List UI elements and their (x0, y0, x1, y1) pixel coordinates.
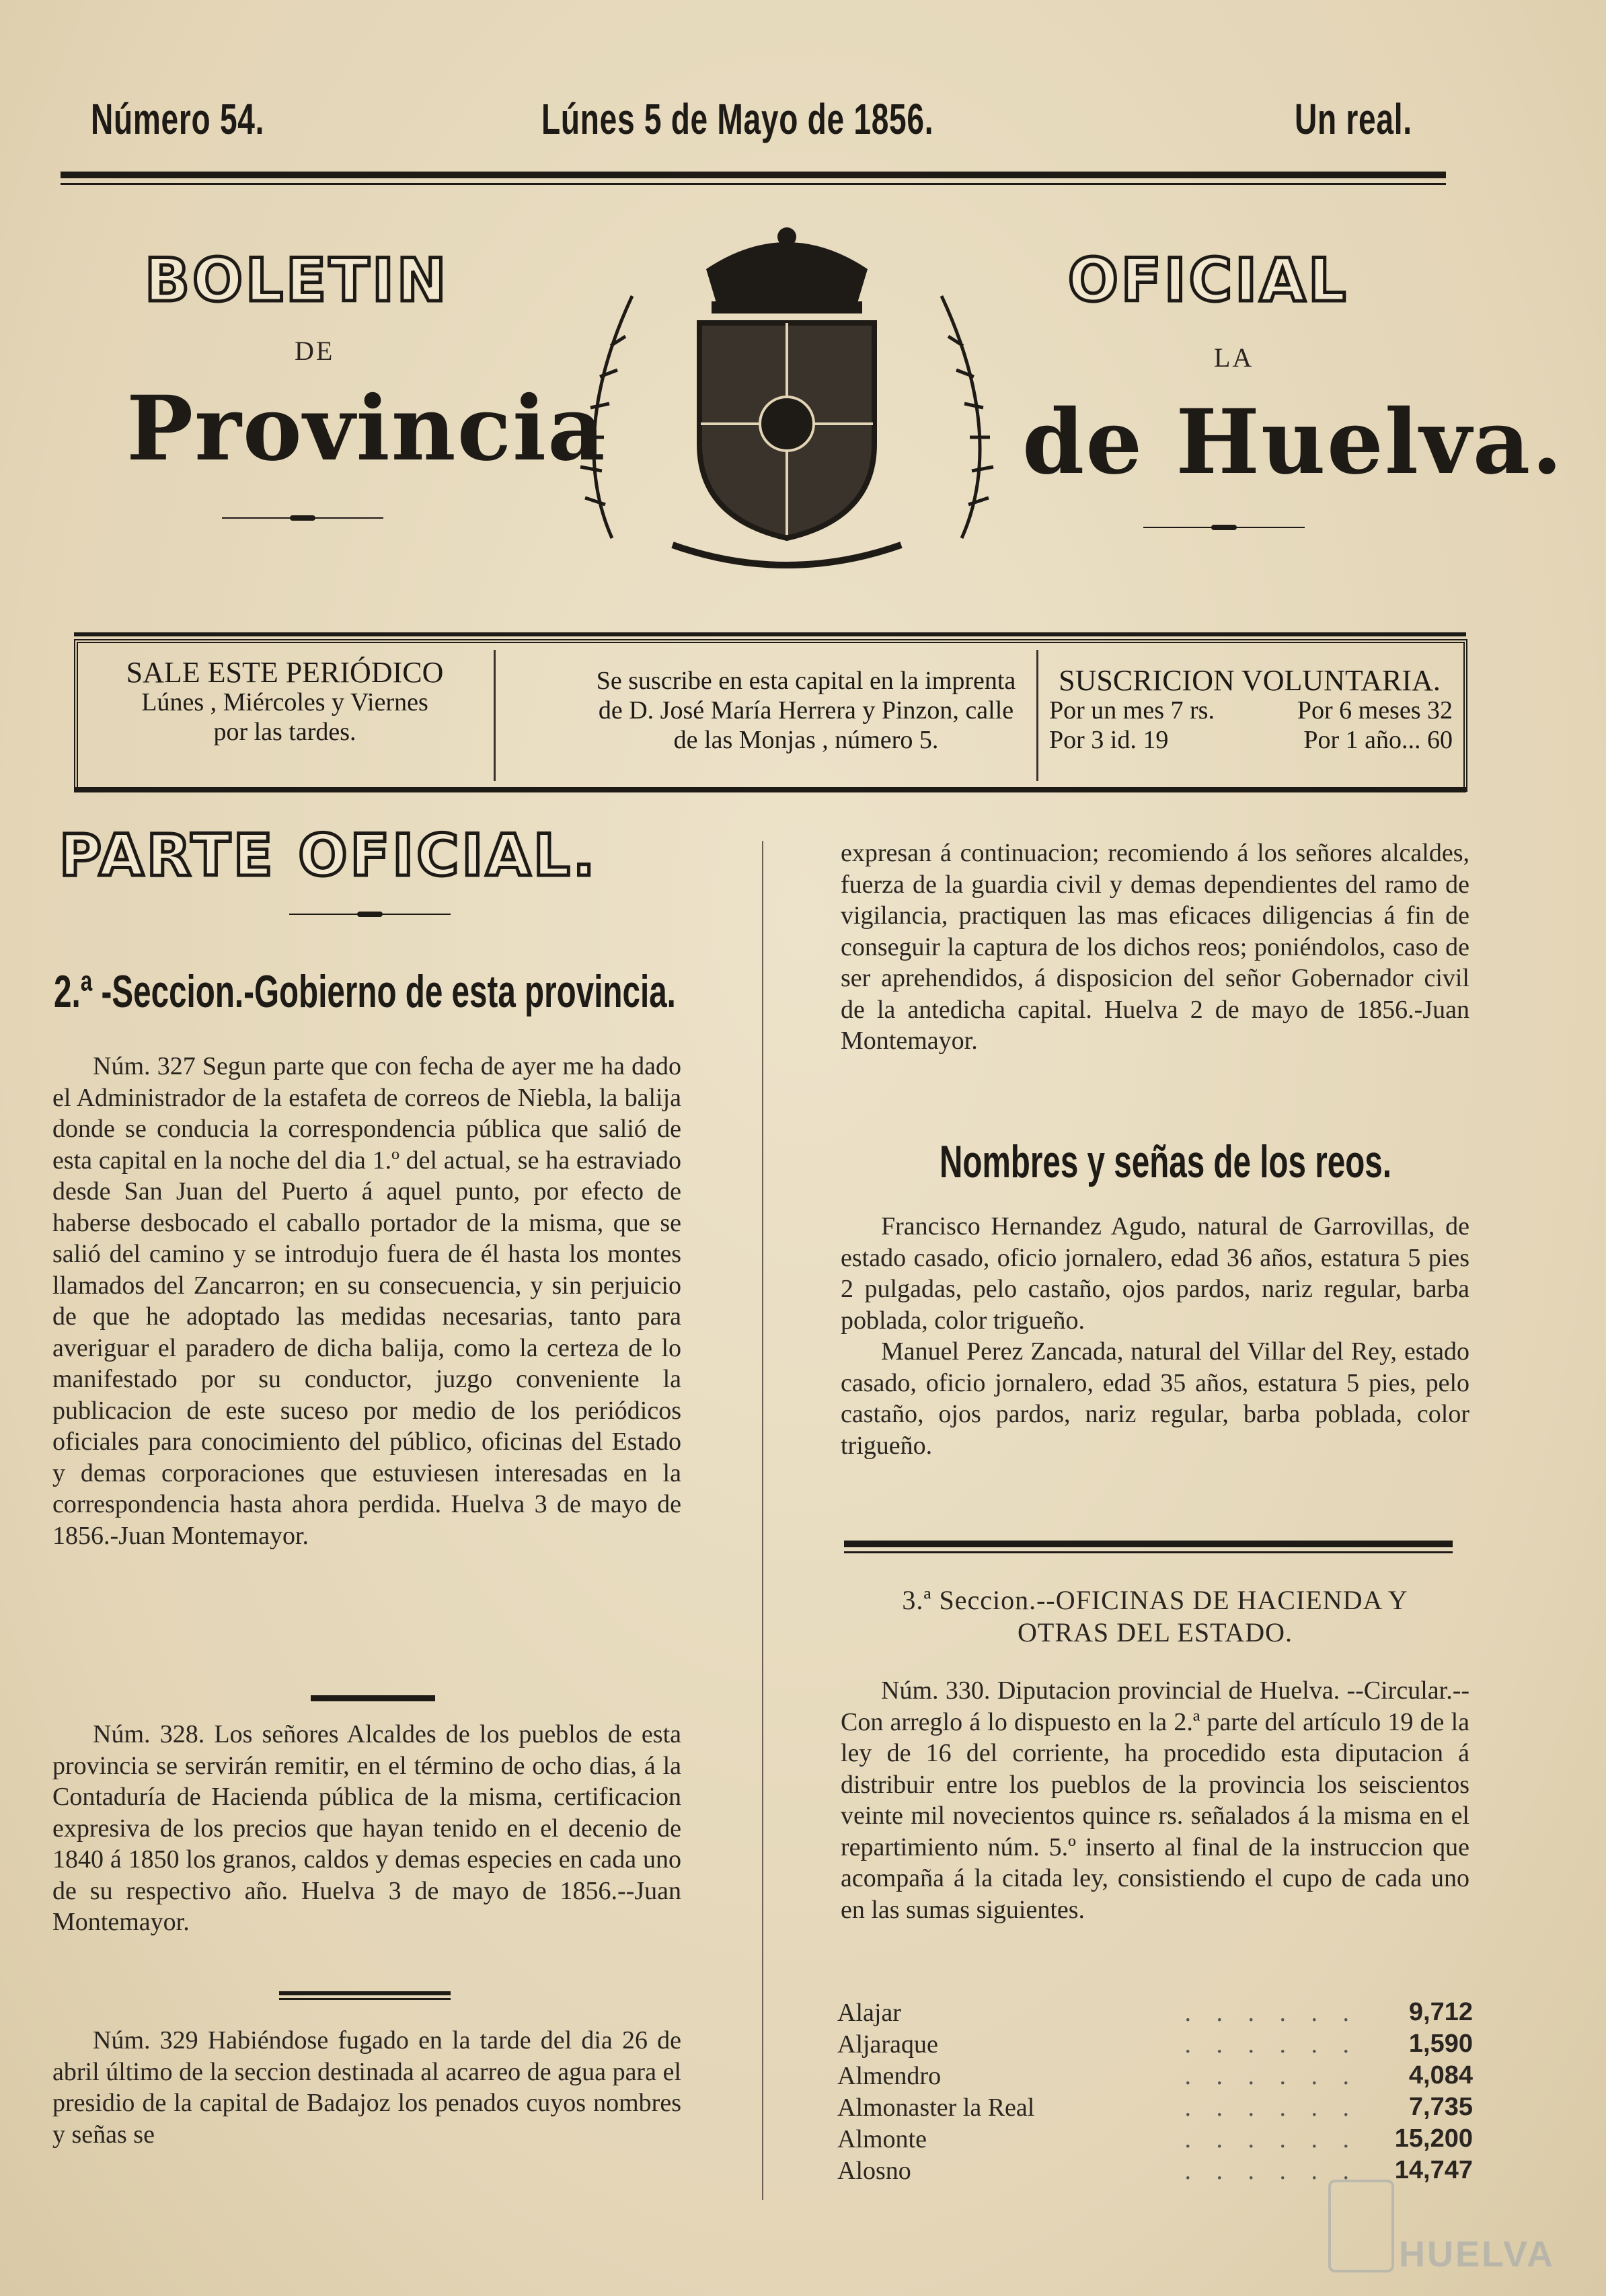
price-1-year: Por 1 año... 60 (1303, 726, 1453, 754)
article-327 (52, 1051, 681, 1551)
pueblo-cupo: 1,590 (1408, 2030, 1473, 2058)
section-3-rule-thin (844, 1551, 1453, 1553)
reos-heading: Nombres y señas de los reos. (940, 1136, 1391, 1187)
column-divider (762, 841, 763, 2200)
distribution-row (837, 1998, 1473, 2029)
leader-dots: . . . . . . (1184, 2157, 1359, 2185)
pueblo-cupo: 14,747 (1394, 2156, 1473, 2184)
watermark-emblem (1328, 2180, 1394, 2272)
title-de: DE (295, 336, 335, 366)
distribution-row (837, 2124, 1473, 2155)
price-6-months: Por 6 meses 32 (1297, 696, 1453, 725)
subscribe-line-2: de D. José María Herrera y Pinzon, calle (598, 696, 1014, 725)
seccion-3-line-1: 3.ª Seccion.--OFICINAS DE HACIENDA Y (902, 1585, 1408, 1615)
reo-2: Manuel Perez Zancada, natural del Villar del Rey, estado casado, oficio jornalero, edad 35 años, estatura 5 pies, pelo castaño, ojos pardos, nariz regular, barba poblada, color trigueño. (841, 1337, 1469, 1460)
top-rule (61, 172, 1446, 178)
separator-327 (311, 1695, 435, 1701)
box-divider-1 (494, 650, 496, 781)
leader-dots: . . . . . . (1184, 1999, 1359, 2027)
pueblo-name: Alajar (837, 1999, 901, 2027)
title-huelva: de Huelva. (1022, 390, 1564, 494)
ornament-parte-oficial (289, 912, 451, 917)
separator-328 (279, 1991, 451, 1995)
article-329-cont-text: expresan á continuacion; recomiendo á los señores alcaldes, fuerza de la guardia civil y demas dependientes del ramo de vigilancia, practiquen las mas eficaces diligencias á fin de conseguir la captura de los dichos reos; poniéndolos, caso de ser aprehendidos, á disposicion del señor Gobernador civil de la antedicha capital. Huelva 2 de mayo de 1856.-Juan Montemayor. (841, 839, 1469, 1055)
price-3-months: Por 3 id. 19 (1049, 726, 1169, 754)
pueblo-name: Aljaraque (837, 2030, 938, 2059)
title-boletin: BOLETIN (145, 246, 449, 315)
seccion-3-heading (841, 1584, 1469, 1649)
periodicity-time: por las tardes. (213, 718, 356, 746)
title-la: LA (1214, 342, 1254, 373)
article-329-text: Núm. 329 Habiéndose fugado en la tarde del dia 26 de abril último de la seccion destinada al acarreo de agua para el presidio de la capital de Badajoz los penados cuyos nombres y señas se (52, 2026, 681, 2149)
distribution-table (837, 1998, 1473, 2193)
article-329 (52, 2025, 681, 2150)
coat-of-arms-emblem (558, 222, 1016, 572)
leader-dots: . . . . . . (1184, 2125, 1359, 2153)
title-oficial: OFICIAL (1068, 246, 1349, 315)
pueblo-name: Almonaster la Real (837, 2094, 1035, 2122)
issue-price: Un real. (1295, 95, 1412, 143)
seccion-3-line-2: OTRAS DEL ESTADO. (1018, 1617, 1293, 1647)
pueblo-name: Alosno (837, 2157, 911, 2185)
pueblo-cupo: 7,735 (1408, 2093, 1473, 2121)
prices-heading: SUSCRICION VOLUNTARIA. (1059, 664, 1441, 697)
article-328-text: Núm. 328. Los señores Alcaldes de los pueblos de esta provincia se servirán remitir, en el término de ocho dias, á la Contaduría de Hacienda pública de la misma, certificacion expresiva de los precios que hayan tenido en el decenio de 1840 á 1850 los granos, caldos y demas especies en cada uno de su respectivo año. Huelva 3 de mayo de 1856.--Juan Montemayor. (52, 1720, 681, 1936)
issue-number: Número 54. (91, 95, 265, 143)
distribution-row (837, 2061, 1473, 2092)
separator-328b (279, 1998, 451, 2000)
parte-oficial-heading: PARTE OFICIAL. (59, 822, 598, 889)
distribution-row (837, 2030, 1473, 2061)
info-box (74, 639, 1467, 792)
pueblo-name: Almonte (837, 2125, 927, 2153)
periodicity-heading: SALE ESTE PERIÓDICO (126, 656, 444, 689)
info-col-periodicity (78, 643, 492, 788)
leader-dots: . . . . . . (1184, 2062, 1359, 2090)
pueblo-cupo: 9,712 (1408, 1998, 1473, 2026)
pueblo-name: Almendro (837, 2062, 942, 2090)
subscribe-line-1: Se suscribe en esta capital en la imprenta (596, 667, 1016, 695)
title-provincia: Provincia (126, 377, 607, 481)
leader-dots: . . . . . . (1184, 2094, 1359, 2122)
top-rule-thin (61, 183, 1446, 185)
pueblo-cupo: 15,200 (1394, 2124, 1473, 2153)
reo-1: Francisco Hernandez Agudo, natural de Garrovillas, de estado casado, oficio jornalero, edad 36 años, estatura 5 pies 2 pulgadas, pelo castaño, ojos pardos, nariz regular, barba poblada, color trigueño. (841, 1212, 1469, 1335)
seccion-2-heading: 2.ª -Seccion.-Gobierno de esta provincia. (54, 966, 676, 1017)
distribution-row (837, 2093, 1473, 2124)
price-1-month: Por un mes 7 rs. (1049, 696, 1215, 725)
article-327-text: Núm. 327 Segun parte que con fecha de ayer me ha dado el Administrador de la estafeta de correos de Niebla, la balija donde se conducia la correspondencia pública que salió de esta capital en la noche del dia 1.º del actual, se ha estraviado desde San Juan del Puerto á aquel punto, por efecto de haberse desbocado el caballo portador de la misma, que se salió del camino y se introdujo fuera de él hasta los montes llamados del Zancarron; en su consecuencia, y sin perjuicio de que he adoptado las medidas necesarias, tanto para averiguar el paradero de dicha balija, como la certeza de lo manifestado por su conductor, juzgo conveniente la publicacion de este suceso por medio de los periódicos oficiales para conocimiento del público, oficinas del Estado y demas corporaciones que estuviesen interesadas en la correspondencia hasta ahora perdida. Huelva 3 de mayo de 1856.-Juan Montemayor. (52, 1052, 681, 1550)
article-330 (841, 1675, 1469, 1925)
box-divider-2 (1036, 650, 1038, 781)
box-top-rule (74, 632, 1466, 636)
periodicity-days: Lúnes , Miércoles y Viernes (141, 688, 428, 716)
reos-list (841, 1211, 1469, 1461)
ornament-left (222, 515, 383, 521)
pueblo-cupo: 4,084 (1408, 2061, 1473, 2089)
section-3-rule (844, 1541, 1453, 1547)
ornament-right (1143, 525, 1305, 530)
article-330-text: Núm. 330. Diputacion provincial de Huelva. --Circular.--Con arreglo á lo dispuesto en la 2.ª parte del artículo 19 de la ley de 16 del corriente, ha procedido esta diputacion á distribuir entre los pueblos de la provincia los seiscientos veinte mil novecientos quince rs. señalados á la misma en el repartimiento núm. 5.º inserto al final de la instruccion que acompaña á la citada ley, consistiendo el cupo de cada uno en las sumas siguientes. (841, 1676, 1469, 1924)
article-329-continued (841, 838, 1469, 1057)
watermark-text: HUELVA (1399, 2234, 1555, 2274)
leader-dots: . . . . . . (1184, 2030, 1359, 2059)
box-bottom-rule (74, 787, 1466, 792)
info-col-prices (1041, 643, 1458, 788)
info-col-subscribe (498, 643, 1114, 788)
issue-date: Lúnes 5 de Mayo de 1856. (541, 95, 934, 143)
article-328 (52, 1719, 681, 1938)
subscribe-line-3: de las Monjas , número 5. (673, 726, 939, 754)
